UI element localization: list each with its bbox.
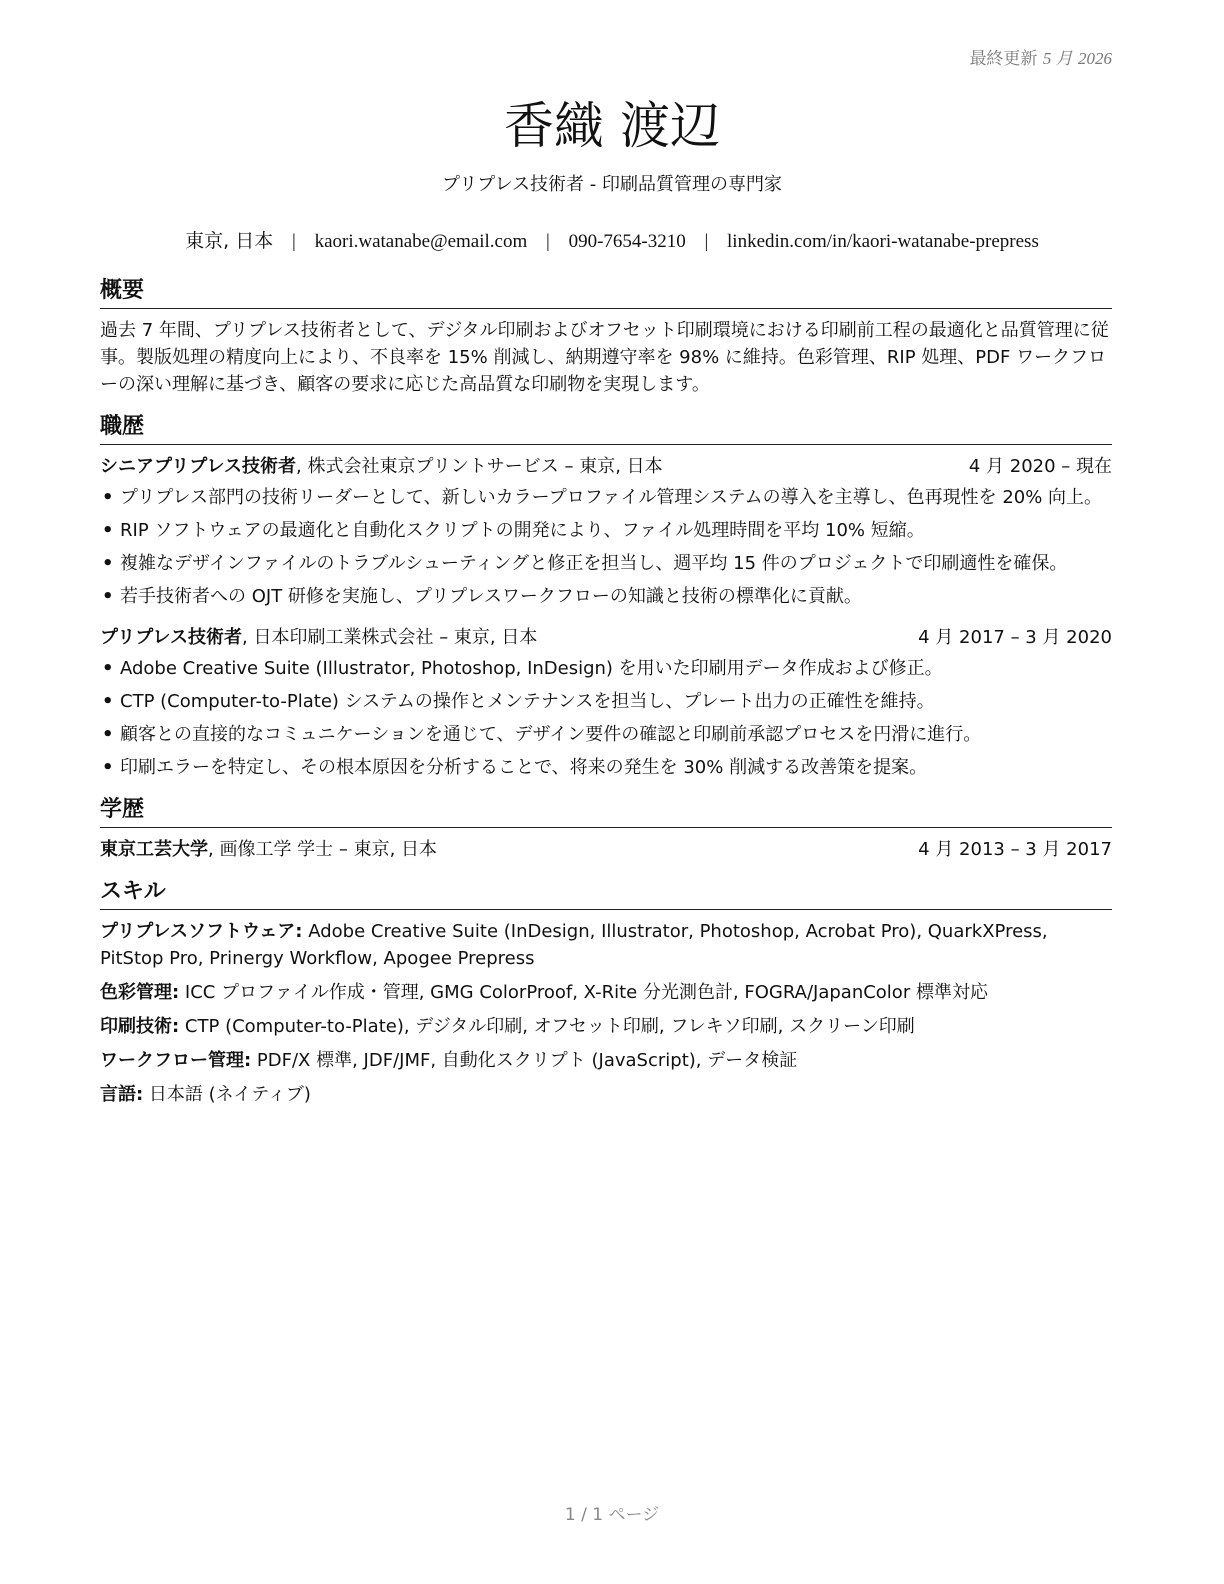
contact-separator: | — [292, 231, 296, 252]
job-bullet: • プリプレス部門の技術リーダーとして、新しいカラープロファイル管理システムの導入を主導し、色再現性を 20% 向上。 — [100, 484, 1112, 511]
job-role: プリプレス技術者 — [100, 627, 243, 648]
job-header — [100, 624, 1112, 651]
skill-value: PDF/X 標準, JDF/JMF, 自動化スクリプト (JavaScript), データ検証 — [251, 1050, 798, 1071]
education-section — [100, 795, 1112, 863]
page-number: 1 / 1 ページ — [564, 1505, 660, 1525]
job-dates: 4 月 2020 – 現在 — [968, 456, 1112, 477]
section-heading-experience: 職歴 — [100, 412, 1112, 445]
job-bullets — [100, 484, 1112, 610]
education-school: 東京工芸大学 — [100, 839, 208, 860]
skill-value: ICC プロファイル作成・管理, GMG ColorProof, X-Rite 分光測色計, FOGRA/JapanColor 標準対応 — [179, 982, 988, 1003]
resume-content — [100, 276, 1112, 1115]
contact-separator: | — [546, 231, 550, 252]
contact-email-link[interactable]: kaori.watanabe@email.com — [314, 231, 528, 252]
last-updated-prefix: 最終更新 — [969, 49, 1038, 69]
job-bullet: • CTP (Computer-to-Plate) システムの操作とメンテナンスを担当し、プレート出力の正確性を維持。 — [100, 688, 1112, 715]
skill-value: Adobe Creative Suite (InDesign, Illustrator, Photoshop, Acrobat Pro), QuarkXPress, PitStop Pro, Prinergy Workflow, Apogee Prepress — [100, 921, 1048, 969]
contact-separator: | — [704, 231, 709, 252]
education-dates: 4 月 2013 – 3 月 2017 — [918, 839, 1112, 860]
skill-label: 色彩管理: — [100, 982, 180, 1003]
job-bullet: • 複雑なデザインファイルのトラブルシューティングと修正を担当し、週平均 15 件のプロジェクトで印刷適性を確保。 — [100, 550, 1112, 577]
education-entry — [100, 836, 1112, 863]
summary-section — [100, 276, 1112, 398]
job-bullets — [100, 655, 1112, 781]
job-header — [100, 453, 1112, 480]
job-bullet: • 印刷エラーを特定し、その根本原因を分析することで、将来の発生を 30% 削減する改善策を提案。 — [100, 754, 1112, 781]
skill-line — [100, 918, 1112, 972]
contact-line — [0, 226, 1224, 253]
job-company: , 日本印刷工業株式会社 – 東京, 日本 — [242, 627, 538, 648]
skill-line — [100, 1081, 1112, 1108]
skill-value: 日本語 (ネイティブ) — [143, 1084, 311, 1105]
contact-phone: 090-7654-3210 — [568, 231, 686, 252]
skill-line — [100, 979, 1112, 1006]
candidate-title: プリプレス技術者 - 印刷品質管理の専門家 — [442, 174, 782, 195]
job-company: , 株式会社東京プリントサービス – 東京, 日本 — [296, 456, 663, 477]
experience-section — [100, 412, 1112, 781]
last-updated-month: 5 月 — [1042, 49, 1073, 68]
job-entry — [100, 453, 1112, 610]
job-bullet: • 顧客との直接的なコミュニケーションを通じて、デザイン要件の確認と印刷前承認プロセスを円滑に進行。 — [100, 721, 1112, 748]
job-bullet: • RIP ソフトウェアの最適化と自動化スクリプトの開発により、ファイル処理時間を平均 10% 短縮。 — [100, 517, 1112, 544]
skill-line — [100, 1013, 1112, 1040]
contact-linkedin-link[interactable]: linkedin.com/in/kaori-watanabe-prepress — [727, 231, 1039, 252]
skill-label: ワークフロー管理: — [100, 1050, 252, 1071]
education-degree: , 画像工学 学士 – 東京, 日本 — [208, 839, 438, 860]
skill-label: 言語: — [100, 1084, 144, 1105]
contact-location: 東京, 日本 — [185, 230, 274, 252]
skills-section — [100, 877, 1112, 1108]
skill-value: CTP (Computer-to-Plate), デジタル印刷, オフセット印刷, フレキソ印刷, スクリーン印刷 — [179, 1016, 915, 1037]
section-heading-education: 学歴 — [100, 795, 1112, 828]
job-dates: 4 月 2017 – 3 月 2020 — [918, 627, 1112, 648]
skill-line — [100, 1047, 1112, 1074]
job-bullet: • Adobe Creative Suite (Illustrator, Photoshop, InDesign) を用いた印刷用データ作成および修正。 — [100, 655, 1112, 682]
section-heading-summary: 概要 — [100, 276, 1112, 309]
job-role: シニアプリプレス技術者 — [100, 456, 297, 477]
summary-text: 過去 7 年間、プリプレス技術者として、デジタル印刷およびオフセット印刷環境における印刷前工程の最適化と品質管理に従事。製版処理の精度向上により、不良率を 15% 削減し、納期遵守率を 98% に維持。色彩管理、RIP 処理、PDF ワークフローの深い理解に基づき、顧客の要求に応じた高品質な印刷物を実現します。 — [100, 320, 1109, 395]
last-updated — [969, 44, 1112, 69]
job-bullet: • 若手技術者への OJT 研修を実施し、プリプレスワークフローの知識と技術の標準化に貢献。 — [100, 583, 1112, 610]
skill-label: プリプレスソフトウェア: — [100, 921, 303, 942]
skill-label: 印刷技術: — [100, 1016, 180, 1037]
job-entry — [100, 624, 1112, 781]
candidate-name: 香織 渡辺 — [504, 97, 720, 155]
last-updated-year: 2026 — [1078, 49, 1112, 68]
section-heading-skills: スキル — [100, 877, 1112, 910]
